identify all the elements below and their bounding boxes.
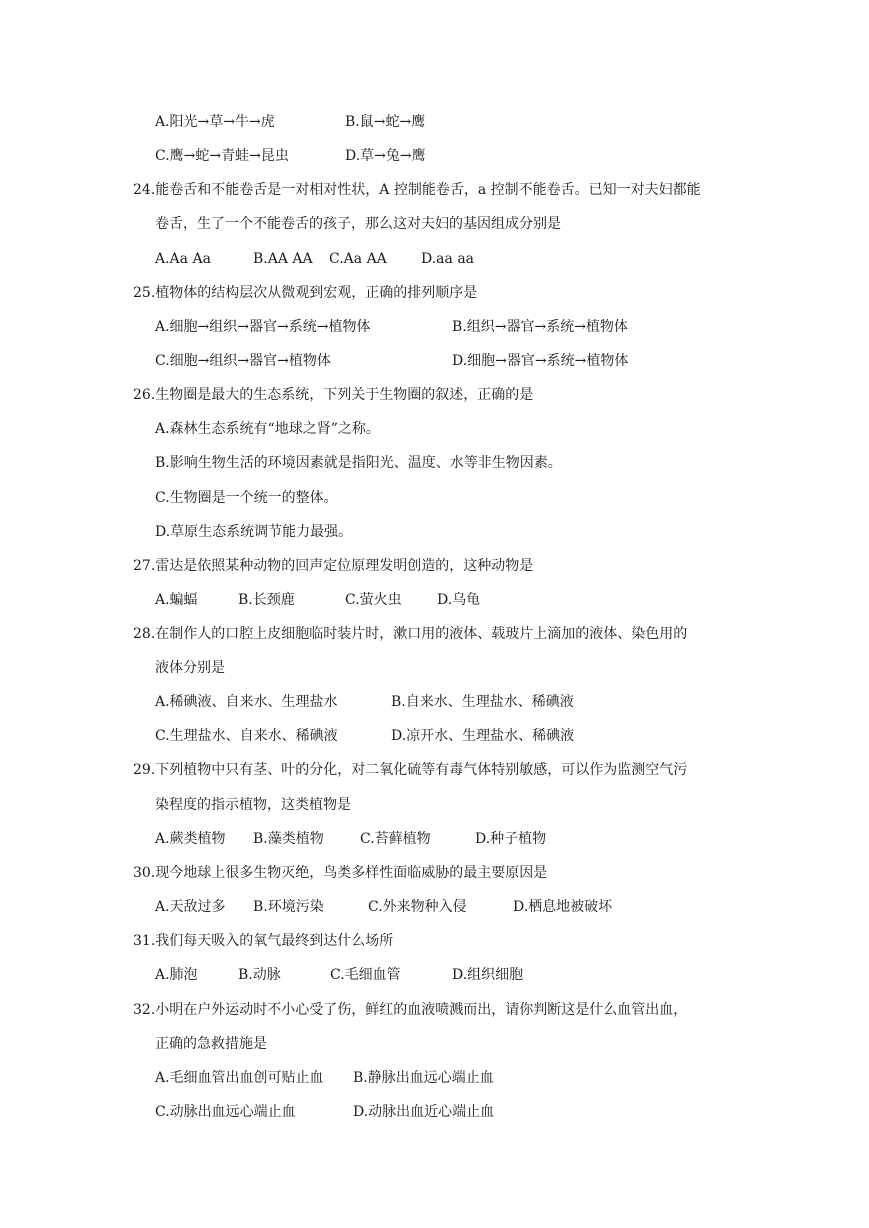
q29-option-a: A.蕨类植物 [155, 831, 226, 847]
q23-option-c: C.鹰→蛇→青蛙→昆虫 [155, 148, 289, 164]
q25-option-a: A.细胞→组织→器官→系统→植物体 [155, 319, 371, 335]
q31-option-c: C.毛细血管 [330, 967, 401, 983]
q23-option-d: D.草→兔→鹰 [345, 148, 426, 164]
q27-option-c: C.萤火虫 [345, 592, 402, 608]
q32-stem-line-1: 32.小明在户外运动时不小心受了伤，鲜红的血液喷溅而出，请你判断这是什么血管出血， [133, 1002, 688, 1018]
q28-option-a: A.稀碘液、自来水、生理盐水 [155, 694, 338, 710]
q24-option-c: C.Aa AA [329, 251, 387, 267]
q32-stem-line-2: 正确的急救措施是 [155, 1036, 267, 1052]
q24-option-b: B.AA AA [253, 251, 313, 267]
q31-option-d: D.组织细胞 [452, 967, 524, 983]
q24-stem-line-2: 卷舌，生了一个不能卷舌的孩子，那么这对夫妇的基因组成分别是 [155, 216, 561, 232]
q26-option-b: B.影响生物生活的环境因素就是指阳光、温度、水等非生物因素。 [155, 455, 562, 471]
q23-option-b: B.鼠→蛇→鹰 [345, 114, 426, 130]
q25-option-b: B.组织→器官→系统→植物体 [452, 319, 628, 335]
q32-option-a: A.毛细血管出血创可贴止血 [155, 1070, 324, 1086]
q30-option-d: D.栖息地被破坏 [513, 899, 613, 915]
q28-option-d: D.凉开水、生理盐水、稀碘液 [391, 728, 575, 744]
q25-option-c: C.细胞→组织→器官→植物体 [155, 353, 331, 369]
q24-option-a: A.Aa Aa [155, 251, 211, 267]
q29-option-c: C.苔藓植物 [360, 831, 431, 847]
q29-option-b: B.藻类植物 [253, 831, 324, 847]
q26-stem: 26.生物圈是最大的生态系统，下列关于生物圈的叙述，正确的是 [133, 387, 534, 403]
q30-option-a: A.天敌过多 [155, 899, 226, 915]
q29-option-d: D.种子植物 [475, 831, 547, 847]
q32-option-b: B.静脉出血远心端止血 [353, 1070, 494, 1086]
q28-stem-line-2: 液体分别是 [155, 660, 225, 676]
q26-option-c: C.生物圈是一个统一的整体。 [155, 490, 338, 506]
q24-option-d: D.aa aa [421, 251, 475, 267]
q24-stem-line-1: 24.能卷舌和不能卷舌是一对相对性状，A 控制能卷舌，a 控制不能卷舌。已知一对夫妇都能 [133, 182, 701, 198]
q32-option-c: C.动脉出血远心端止血 [155, 1104, 296, 1120]
q29-stem-line-1: 29.下列植物中只有茎、叶的分化，对二氧化硫等有毒气体特别敏感，可以作为监测空气污 [133, 762, 688, 778]
q25-option-d: D.细胞→器官→系统→植物体 [452, 353, 629, 369]
q30-option-c: C.外来物种入侵 [368, 899, 467, 915]
q27-option-b: B.长颈鹿 [238, 592, 295, 608]
q26-option-a: A.森林生态系统有“地球之肾”之称。 [155, 421, 380, 437]
q28-stem-line-1: 28.在制作人的口腔上皮细胞临时装片时，漱口用的液体、载玻片上滴加的液体、染色用的 [133, 626, 688, 642]
q32-option-d: D.动脉出血近心端止血 [353, 1104, 495, 1120]
q31-option-b: B.动脉 [238, 967, 281, 983]
q25-stem: 25.植物体的结构层次从微观到宏观，正确的排列顺序是 [133, 285, 478, 301]
q27-stem: 27.雷达是依照某种动物的回声定位原理发明创造的，这种动物是 [133, 558, 534, 574]
q27-option-a: A.蝙蝠 [155, 592, 198, 608]
q28-option-b: B.自来水、生理盐水、稀碘液 [391, 694, 574, 710]
q28-option-c: C.生理盐水、自来水、稀碘液 [155, 728, 338, 744]
q23-option-a: A.阳光→草→牛→虎 [155, 114, 275, 130]
q31-option-a: A.肺泡 [155, 967, 198, 983]
q30-stem: 30.现今地球上很多生物灭绝，鸟类多样性面临威胁的最主要原因是 [133, 865, 548, 881]
q31-stem: 31.我们每天吸入的氧气最终到达什么场所 [133, 933, 394, 949]
q29-stem-line-2: 染程度的指示植物，这类植物是 [155, 797, 351, 813]
q30-option-b: B.环境污染 [253, 899, 324, 915]
q26-option-d: D.草原生态系统调节能力最强。 [155, 524, 353, 540]
q27-option-d: D.乌龟 [437, 592, 481, 608]
